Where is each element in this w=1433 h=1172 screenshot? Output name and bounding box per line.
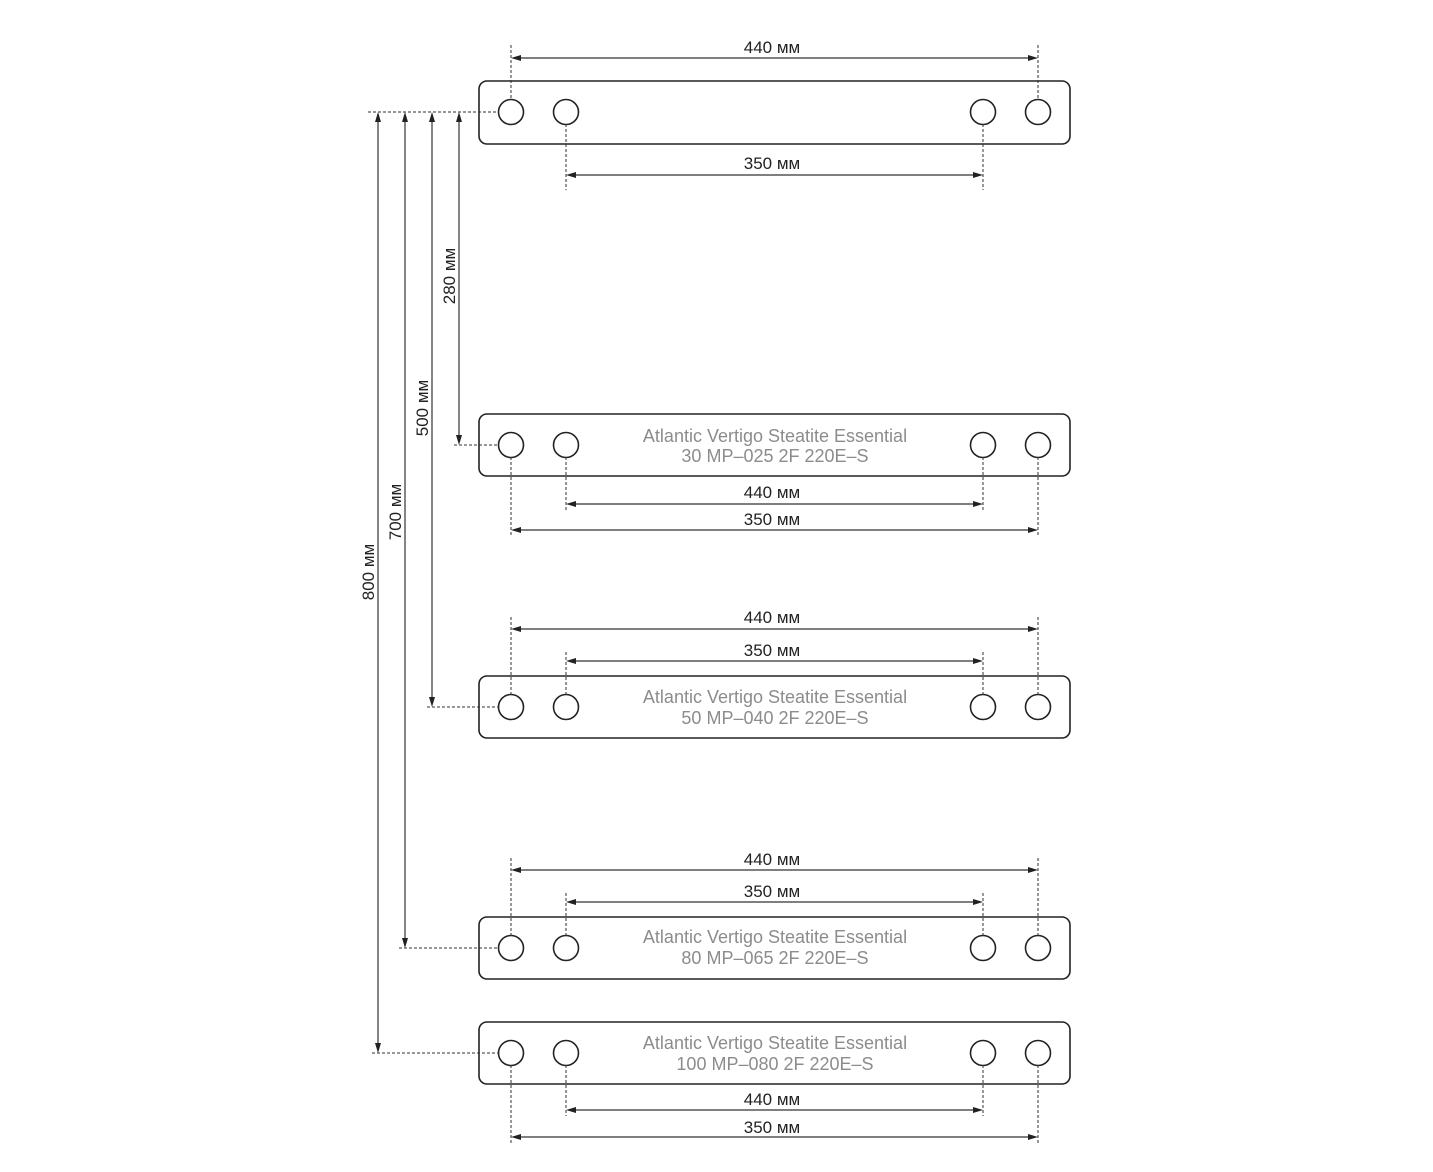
- plate-5: [479, 1022, 1070, 1143]
- model-name: Atlantic Vertigo Steatite Essential: [642, 1033, 908, 1053]
- mount-hole: [499, 100, 524, 125]
- mount-hole: [971, 100, 996, 125]
- plate-1: [479, 38, 1070, 190]
- model-name: Atlantic Vertigo Steatite Essential: [642, 426, 908, 446]
- outer-spacing-label: 440 мм: [743, 608, 801, 627]
- inner-spacing-label: 350 мм: [743, 641, 801, 660]
- mount-hole: [971, 936, 996, 961]
- vertical-reference-lines: [368, 112, 499, 1053]
- outer-spacing-label: 440 мм: [743, 1090, 801, 1109]
- vertical-dim-800: [359, 112, 381, 1053]
- mount-hole: [1026, 936, 1051, 961]
- mount-hole: [1026, 1041, 1051, 1066]
- mount-hole: [1026, 695, 1051, 720]
- model-code: 30 MP–025 2F 220E–S: [681, 446, 869, 466]
- distance-label: 800 мм: [359, 543, 378, 601]
- inner-spacing-label: 350 мм: [743, 154, 801, 173]
- mount-hole: [554, 1041, 579, 1066]
- model-name: Atlantic Vertigo Steatite Essential: [642, 927, 908, 947]
- mount-hole: [499, 936, 524, 961]
- plate-4: [479, 850, 1070, 979]
- outer-spacing-label: 440 мм: [743, 38, 801, 57]
- mount-hole: [1026, 100, 1051, 125]
- mount-hole: [499, 695, 524, 720]
- mount-hole: [499, 433, 524, 458]
- mount-hole: [554, 100, 579, 125]
- vertical-dim-500: [413, 112, 435, 707]
- model-code: 100 MP–080 2F 220E–S: [676, 1054, 874, 1074]
- model-name: Atlantic Vertigo Steatite Essential: [642, 687, 908, 707]
- vertical-dim-700: [386, 112, 408, 948]
- distance-label: 700 мм: [386, 483, 405, 541]
- inner-spacing-label: 350 мм: [743, 882, 801, 901]
- distance-label: 500 мм: [413, 379, 432, 437]
- vertical-dim-280: [440, 112, 462, 445]
- mount-hole: [971, 695, 996, 720]
- mount-hole: [499, 1041, 524, 1066]
- outer-spacing-label: 440 мм: [743, 850, 801, 869]
- plate-2: [479, 414, 1070, 536]
- mount-hole: [554, 695, 579, 720]
- mount-hole: [1026, 433, 1051, 458]
- plate-3: [479, 608, 1070, 738]
- inner-spacing-label: 350 мм: [743, 510, 801, 529]
- mount-hole: [554, 936, 579, 961]
- inner-spacing-label: 350 мм: [743, 1118, 801, 1137]
- mount-hole: [971, 1041, 996, 1066]
- distance-label: 280 мм: [440, 247, 459, 305]
- mount-hole: [971, 433, 996, 458]
- model-code: 80 MP–065 2F 220E–S: [681, 948, 869, 968]
- model-code: 50 MP–040 2F 220E–S: [681, 708, 869, 728]
- mount-hole: [554, 433, 579, 458]
- outer-spacing-label: 440 мм: [743, 483, 801, 502]
